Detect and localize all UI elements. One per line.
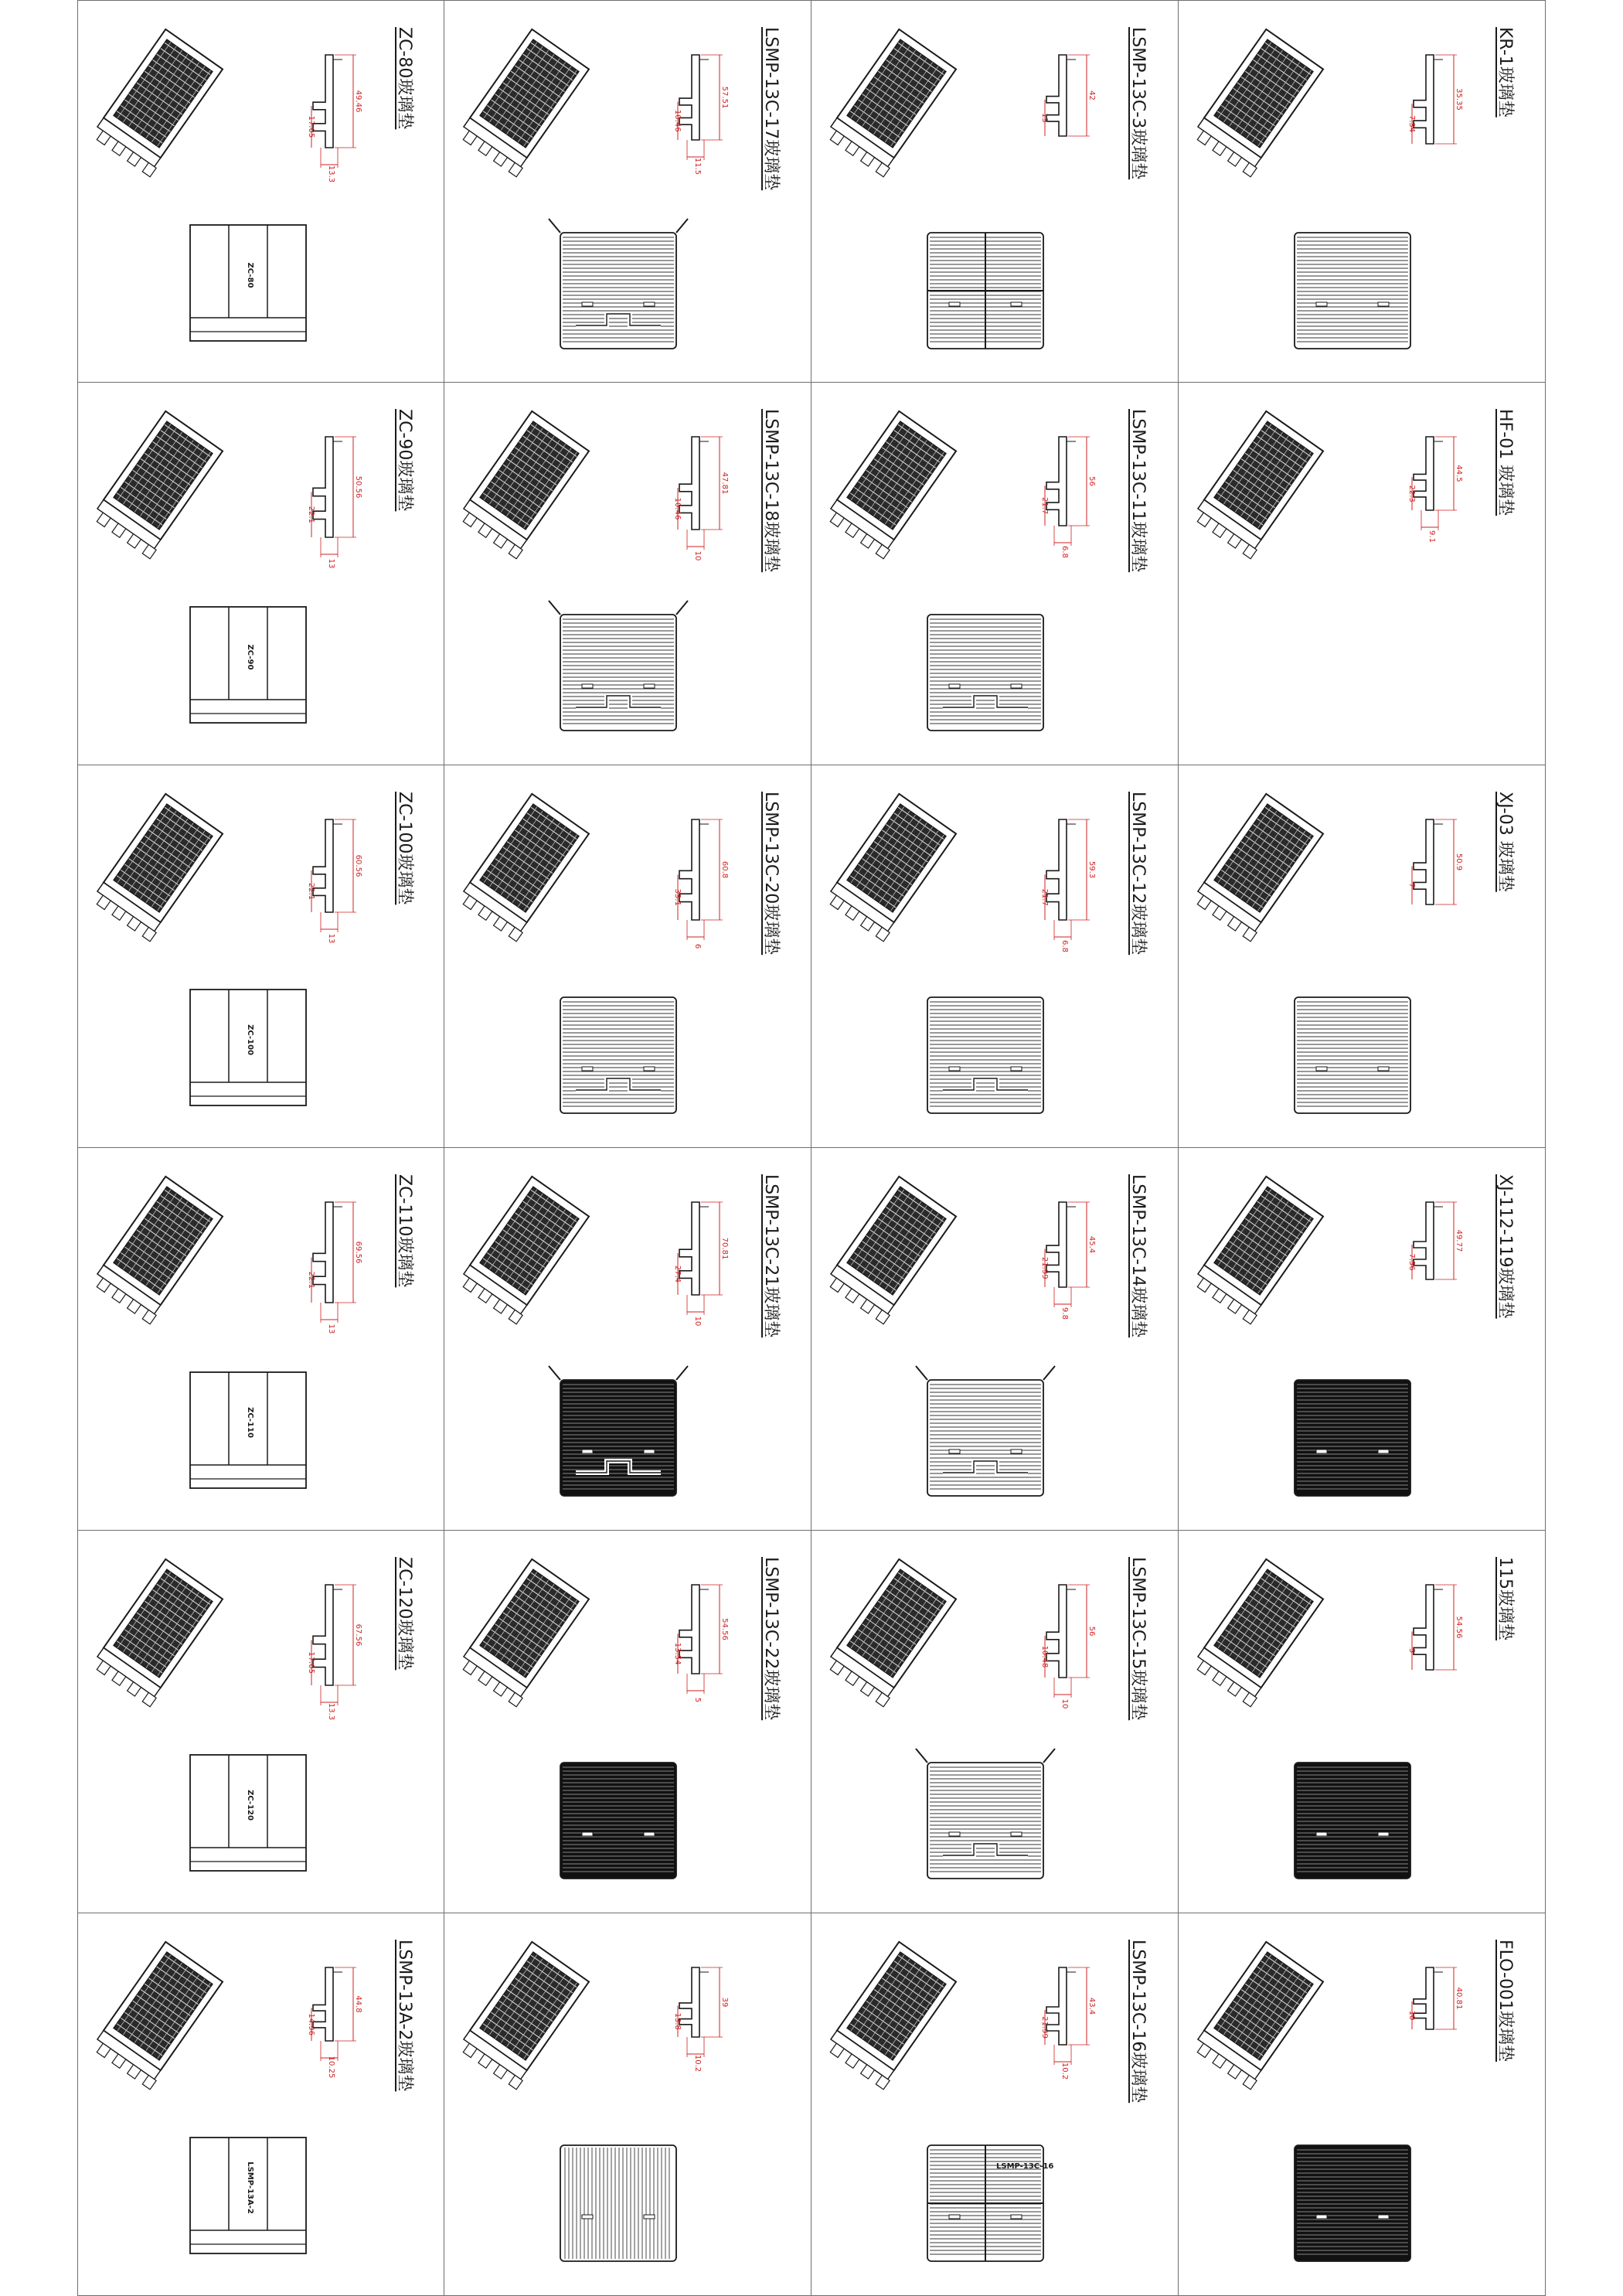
- dimension-label: 44.8: [354, 1995, 362, 2013]
- dimension-label: 21.7: [1040, 496, 1049, 515]
- side-profile: [307, 819, 362, 943]
- dimension-label: 67.56: [354, 1623, 362, 1647]
- part-cell: [812, 0, 1179, 383]
- front-view: [927, 2145, 1053, 2261]
- isometric-view: [1192, 794, 1325, 942]
- part-drawing: [812, 1, 1179, 383]
- dimension-label: 22.3: [1407, 485, 1416, 502]
- front-view: [560, 1763, 676, 1879]
- isometric-view: [458, 794, 591, 942]
- front-view: [190, 990, 306, 1105]
- part-title: XJ-112-119玻璃垫: [1495, 1174, 1515, 1319]
- side-profile: [673, 819, 729, 949]
- dimension-label: 10: [1060, 1698, 1069, 1709]
- dimension-label: 7.56: [1407, 1253, 1416, 1271]
- part-title: ZC-90玻璃垫: [395, 409, 414, 512]
- part-drawing: [1179, 765, 1546, 1148]
- part-title: HF-01 玻璃垫: [1495, 409, 1515, 516]
- part-drawing: [1179, 383, 1546, 765]
- part-cell: [1179, 0, 1546, 383]
- part-title: LSMP-13C-14玻璃垫: [1128, 1174, 1148, 1338]
- front-view: [549, 219, 688, 349]
- isometric-view: [458, 1177, 591, 1324]
- isometric-view: [1192, 1177, 1325, 1324]
- part-title: LSMP-13C-22玻璃垫: [761, 1557, 781, 1721]
- dimension-label: 13: [327, 558, 335, 569]
- part-cell: [1179, 765, 1546, 1148]
- dimension-label: 13: [327, 933, 335, 944]
- side-profile: [1407, 1585, 1463, 1670]
- part-drawing: [444, 1913, 812, 2296]
- part-label: ZC-100: [246, 1024, 254, 1055]
- dimension-label: 10: [1407, 2010, 1416, 2021]
- part-title: LSMP-13C-3玻璃垫: [1128, 27, 1148, 180]
- part-drawing: [444, 1, 812, 383]
- dimension-label: 47.81: [720, 472, 729, 495]
- part-drawing: [812, 1148, 1179, 1531]
- dimension-label: 5: [693, 1697, 702, 1703]
- front-view: [927, 615, 1043, 731]
- front-view: [190, 1372, 306, 1488]
- part-cell: [77, 0, 444, 383]
- front-view: [916, 1749, 1055, 1879]
- isometric-view: [825, 794, 958, 942]
- front-view: [927, 997, 1043, 1113]
- dimension-label: 40.81: [1455, 1987, 1463, 2010]
- part-drawing: [78, 383, 444, 765]
- side-profile: [1407, 1967, 1463, 2029]
- part-cell: [77, 765, 444, 1148]
- dimension-label: 54.56: [720, 1618, 729, 1640]
- part-title: ZC-80玻璃垫: [395, 27, 414, 130]
- dimension-label: 10.48: [1040, 1645, 1049, 1668]
- dimension-label: 17.05: [307, 115, 315, 138]
- side-profile: [1040, 1585, 1096, 1708]
- part-cell: [77, 1913, 444, 2296]
- dimension-label: 13: [327, 1323, 335, 1334]
- dimension-label: 42: [1087, 90, 1096, 100]
- catalog-sheet: [77, 0, 1546, 2296]
- dimension-label: 10.46: [673, 109, 682, 132]
- part-title: 115玻璃垫: [1495, 1557, 1515, 1640]
- part-cell: [444, 765, 812, 1148]
- dimension-label: 21.99: [1040, 2016, 1049, 2039]
- part-label: ZC-110: [246, 1407, 254, 1438]
- dimension-label: 5: [1407, 1648, 1416, 1654]
- dimension-label: 10.2: [1060, 2062, 1069, 2080]
- part-cell: [812, 383, 1179, 765]
- part-drawing: [444, 1531, 812, 1913]
- dimension-label: 49.77: [1455, 1229, 1463, 1252]
- part-cell: [77, 1531, 444, 1913]
- dimension-label: 6.8: [1060, 940, 1069, 952]
- isometric-view: [91, 1177, 225, 1324]
- dimension-label: 11.5: [693, 157, 702, 175]
- part-drawing: [444, 765, 812, 1148]
- dimension-label: 13.8: [673, 2012, 682, 2030]
- side-profile: [1040, 1967, 1096, 2080]
- side-profile: [1407, 437, 1463, 543]
- isometric-view: [1192, 411, 1325, 559]
- part-cell: [1179, 1913, 1546, 2296]
- side-profile: [1407, 55, 1463, 144]
- front-view: [560, 2145, 676, 2261]
- part-drawing: [78, 1148, 444, 1531]
- side-profile: [1040, 819, 1096, 952]
- dimension-label: 22.1: [307, 1271, 315, 1289]
- part-drawing: [1179, 1148, 1546, 1531]
- isometric-view: [91, 1559, 225, 1707]
- part-drawing: [78, 1531, 444, 1913]
- part-drawing: [444, 1148, 812, 1531]
- part-drawing: [1179, 1531, 1546, 1913]
- part-cell: [444, 383, 812, 765]
- side-profile: [673, 55, 729, 175]
- dimension-label: 35.35: [1455, 88, 1463, 111]
- part-title: ZC-100玻璃垫: [395, 792, 414, 905]
- dimension-label: 13.3: [327, 165, 335, 183]
- front-view: [1295, 1763, 1410, 1879]
- part-title: LSMP-13C-12玻璃垫: [1128, 792, 1148, 956]
- part-title: FLO-001玻璃垫: [1495, 1940, 1515, 2062]
- part-title: LSMP-13A-2玻璃垫: [395, 1940, 414, 2092]
- dimension-label: 49.46: [354, 90, 362, 113]
- part-title: XJ-03 玻璃垫: [1495, 792, 1515, 892]
- isometric-view: [91, 1942, 225, 2090]
- dimension-label: 10.2: [693, 2054, 702, 2073]
- front-view: [927, 233, 1043, 349]
- dimension-label: 6.8: [1060, 546, 1069, 558]
- dimension-label: 21.99: [1040, 1256, 1049, 1279]
- front-view: [549, 1366, 688, 1496]
- part-title: LSMP-13C-21玻璃垫: [761, 1174, 781, 1338]
- dimension-label: 7: [1407, 883, 1416, 888]
- part-title: LSMP-13C-11玻璃垫: [1128, 409, 1148, 573]
- side-profile: [307, 55, 362, 182]
- isometric-view: [1192, 1942, 1325, 2090]
- part-cell: [812, 1148, 1179, 1531]
- side-profile: [1040, 55, 1096, 136]
- part-title: LSMP-13C-15玻璃垫: [1128, 1557, 1148, 1721]
- dimension-label: 7.34: [1407, 114, 1416, 133]
- part-cell: [444, 0, 812, 383]
- part-cell: [1179, 1148, 1546, 1531]
- part-drawing: [78, 765, 444, 1148]
- part-cell: [812, 1531, 1179, 1913]
- dimension-label: 44.5: [1455, 465, 1463, 482]
- dimension-label: 54.56: [1455, 1616, 1463, 1639]
- isometric-view: [825, 29, 958, 177]
- dimension-label: 69.56: [354, 1241, 362, 1264]
- front-view: [560, 997, 676, 1113]
- part-cell: [77, 383, 444, 765]
- dimension-label: 13.54: [673, 1642, 682, 1665]
- part-drawing: [1179, 1, 1546, 383]
- front-view: [190, 2138, 306, 2253]
- dimension-label: 13: [1040, 113, 1049, 123]
- dimension-label: 70.81: [720, 1237, 729, 1260]
- dimension-label: 45.4: [1087, 1235, 1096, 1254]
- side-profile: [673, 1202, 729, 1326]
- side-profile: [673, 1967, 729, 2072]
- dimension-label: 56: [1087, 476, 1096, 486]
- part-label: LSMP-13C-16: [996, 2162, 1054, 2171]
- part-cell: [77, 1148, 444, 1531]
- dimension-label: 60.8: [720, 860, 729, 879]
- dimension-label: 10.25: [327, 2056, 335, 2079]
- part-cell: [444, 1913, 812, 2296]
- dimension-label: 57.51: [720, 86, 729, 109]
- dimension-label: 9.1: [1427, 530, 1436, 543]
- dimension-label: 10: [693, 550, 702, 561]
- front-view: [916, 1366, 1055, 1496]
- front-view: [1295, 1380, 1410, 1496]
- part-cell: [444, 1531, 812, 1913]
- dimension-label: 14.96: [307, 2013, 315, 2035]
- part-title: LSMP-13C-16玻璃垫: [1128, 1940, 1148, 2104]
- side-profile: [307, 1585, 362, 1720]
- part-title: LSMP-13C-20玻璃垫: [761, 792, 781, 956]
- part-cell: [1179, 1531, 1546, 1913]
- side-profile: [1407, 1202, 1463, 1279]
- dimension-label: 17.05: [307, 1651, 315, 1674]
- side-profile: [307, 1967, 362, 2078]
- part-drawing: [78, 1, 444, 383]
- front-view: [549, 601, 688, 731]
- dimension-label: 43.4: [1087, 1997, 1096, 2015]
- dimension-label: 9.8: [1060, 1307, 1069, 1320]
- dimension-label: 13.3: [327, 1702, 335, 1721]
- dimension-label: 22.1: [307, 882, 315, 901]
- front-view: [1295, 997, 1410, 1113]
- isometric-view: [458, 29, 591, 177]
- part-drawing: [812, 1913, 1179, 2296]
- dimension-label: 21.7: [1040, 888, 1049, 906]
- isometric-view: [825, 1942, 958, 2090]
- part-drawing: [812, 765, 1179, 1148]
- dimension-label: 56: [1087, 1626, 1096, 1637]
- isometric-view: [458, 411, 591, 559]
- isometric-view: [458, 1559, 591, 1707]
- dimension-label: 60.56: [354, 854, 362, 877]
- part-drawing: [1179, 1913, 1546, 2296]
- part-drawing: [812, 1531, 1179, 1913]
- front-view: [1295, 233, 1410, 349]
- part-label: ZC-80: [246, 262, 254, 288]
- dimension-label: 59.3: [1087, 860, 1096, 879]
- part-title: ZC-110玻璃垫: [395, 1174, 414, 1288]
- part-title: LSMP-13C-18玻璃垫: [761, 409, 781, 573]
- side-profile: [1040, 437, 1096, 558]
- part-cell: [444, 1148, 812, 1531]
- side-profile: [307, 1202, 362, 1334]
- part-title: ZC-120玻璃垫: [395, 1557, 414, 1671]
- isometric-view: [825, 411, 958, 559]
- part-label: LSMP-13A-2: [246, 2161, 254, 2214]
- dimension-label: 50.56: [354, 475, 362, 499]
- dimension-label: 10: [693, 1316, 702, 1327]
- isometric-view: [91, 29, 225, 177]
- isometric-view: [1192, 1559, 1325, 1707]
- isometric-view: [91, 411, 225, 559]
- front-view: [190, 1755, 306, 1871]
- dimension-label: 6: [693, 943, 702, 949]
- front-view: [1295, 2145, 1410, 2261]
- isometric-view: [1192, 29, 1325, 177]
- side-profile: [673, 437, 729, 560]
- dimension-label: 27.4: [673, 1265, 682, 1283]
- isometric-view: [458, 1942, 591, 2090]
- isometric-view: [91, 794, 225, 942]
- dimension-label: 50.9: [1455, 853, 1463, 871]
- part-label: ZC-120: [246, 1790, 254, 1821]
- part-drawing: [444, 383, 812, 765]
- dimension-label: 22.1: [307, 506, 315, 523]
- part-label: ZC-90: [246, 644, 254, 670]
- part-cell: [812, 765, 1179, 1148]
- side-profile: [307, 437, 362, 568]
- part-drawing: [78, 1913, 444, 2296]
- front-view: [190, 607, 306, 723]
- side-profile: [673, 1585, 729, 1702]
- dimension-label: 33.1: [673, 888, 682, 906]
- dimension-label: 39: [720, 1997, 729, 2008]
- side-profile: [1407, 819, 1463, 904]
- part-drawing: [812, 383, 1179, 765]
- isometric-view: [825, 1177, 958, 1324]
- part-cell: [1179, 383, 1546, 765]
- part-cell: [812, 1913, 1179, 2296]
- dimension-label: 10.46: [673, 497, 682, 520]
- part-title: KR-1玻璃垫: [1495, 27, 1515, 118]
- part-title: LSMP-13C-17玻璃垫: [761, 27, 781, 191]
- side-profile: [1040, 1202, 1096, 1320]
- isometric-view: [825, 1559, 958, 1707]
- front-view: [190, 225, 306, 341]
